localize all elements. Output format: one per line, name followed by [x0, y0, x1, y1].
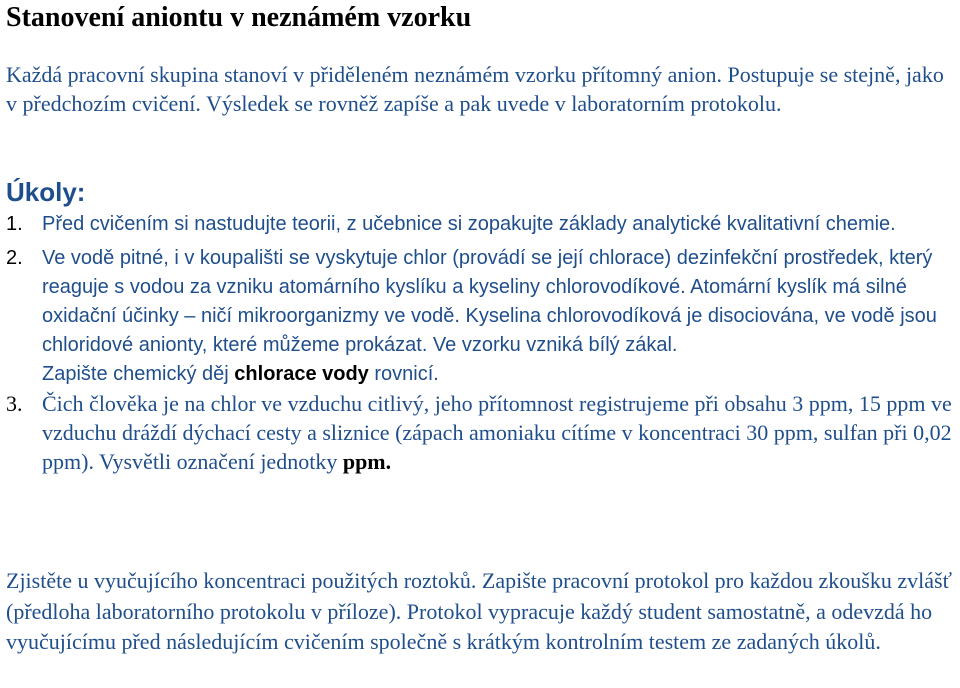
task-text: Před cvičením si nastudujte teorii, z učebnice si zopakujte základy analytické kvalitativní chemie.	[42, 213, 896, 235]
task-instruction	[42, 360, 956, 389]
task-item	[6, 389, 956, 476]
intro-paragraph: Každá pracovní skupina stanoví v přiděleném neznámém vzorku přítomný anion. Postupuje se stejně, jako v předchozím cvičení. Výsledek se rovněž zapíše a pak uvede v laboratorním protokolu.	[6, 62, 944, 116]
task-item	[6, 210, 956, 239]
task-unit-bold: ppm.	[342, 449, 392, 474]
task-number: 2.	[6, 247, 23, 269]
task-item	[6, 244, 956, 389]
task-instruction-post: rovnicí.	[368, 363, 439, 385]
page-title: Stanovení aniontu v neznámém vzorku	[6, 2, 472, 33]
task-text: Čich člověka je na chlor ve vzduchu citlivý, jeho přítomnost registrujeme při obsahu 3 ppm, 15 ppm ve vzduchu dráždí dýchací cesty a sliznice (zápach amoniaku cítíme v koncentraci 30 ppm, sulfan při 0,02 ppm). Vysvětli označení jednotky	[42, 391, 952, 474]
task-instruction-pre: Zapište chemický děj	[42, 363, 235, 385]
task-number: 3.	[6, 391, 23, 416]
closing-paragraph: Zjistěte u vyučujícího koncentraci použitých roztoků. Zapište pracovní protokol pro každou zkoušku zvlášť (předloha laboratorního protokolu v příloze). Protokol vypracuje každý student samostatně, a odevzdá ho vyučujícímu před následujícím cvičením společně s krátkým kontrolním testem ze zadaných úkolů.	[6, 568, 952, 654]
tasks-heading: Úkoly:	[6, 177, 86, 207]
task-number: 1.	[6, 213, 23, 235]
task-list	[6, 210, 956, 476]
task-text: Ve vodě pitné, i v koupališti se vyskytuje chlor (provádí se její chlorace) dezinfekční prostředek, který reaguje s vodou za vzniku atomárního kyslíku a kyseliny chlorovodíkové. Atomární kyslík má silné oxidační účinky – ničí mikroorganizmy ve vodě. Kyselina chlorovodíková je disociována, ve vodě jsou chloridové anionty, které můžeme prokázat. Ve vzorku vzniká bílý zákal.	[42, 247, 937, 356]
task-instruction-bold: chlorace vody	[234, 363, 369, 385]
